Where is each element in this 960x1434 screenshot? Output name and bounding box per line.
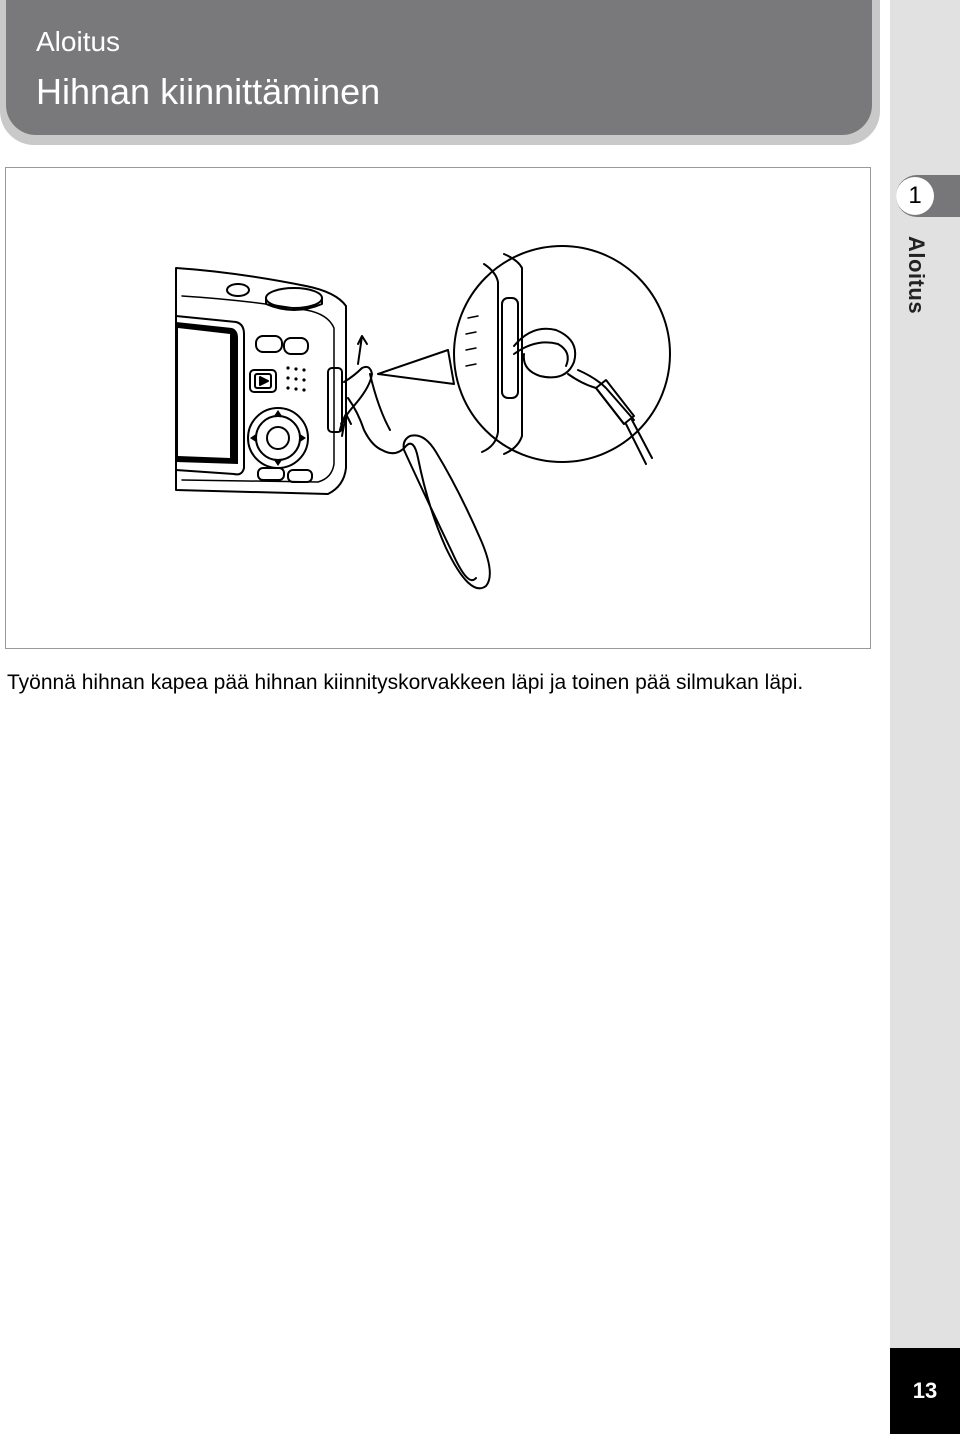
zoom-detail [454,246,670,464]
chapter-number: 1 [896,177,934,215]
page-number: 13 [890,1348,960,1434]
page-title: Hihnan kiinnittäminen [36,71,381,112]
camera-body [176,268,346,494]
instruction-text: Työnnä hihnan kapea pää hihnan kiinnityskorvakkeen läpi ja toinen pää silmukan läpi. [7,671,804,694]
section-label: Aloitus [36,26,121,57]
side-tab-label: Aloitus [904,236,929,315]
page-header [6,0,872,135]
figure-frame [5,167,871,649]
strap-attachment-illustration [6,168,870,648]
